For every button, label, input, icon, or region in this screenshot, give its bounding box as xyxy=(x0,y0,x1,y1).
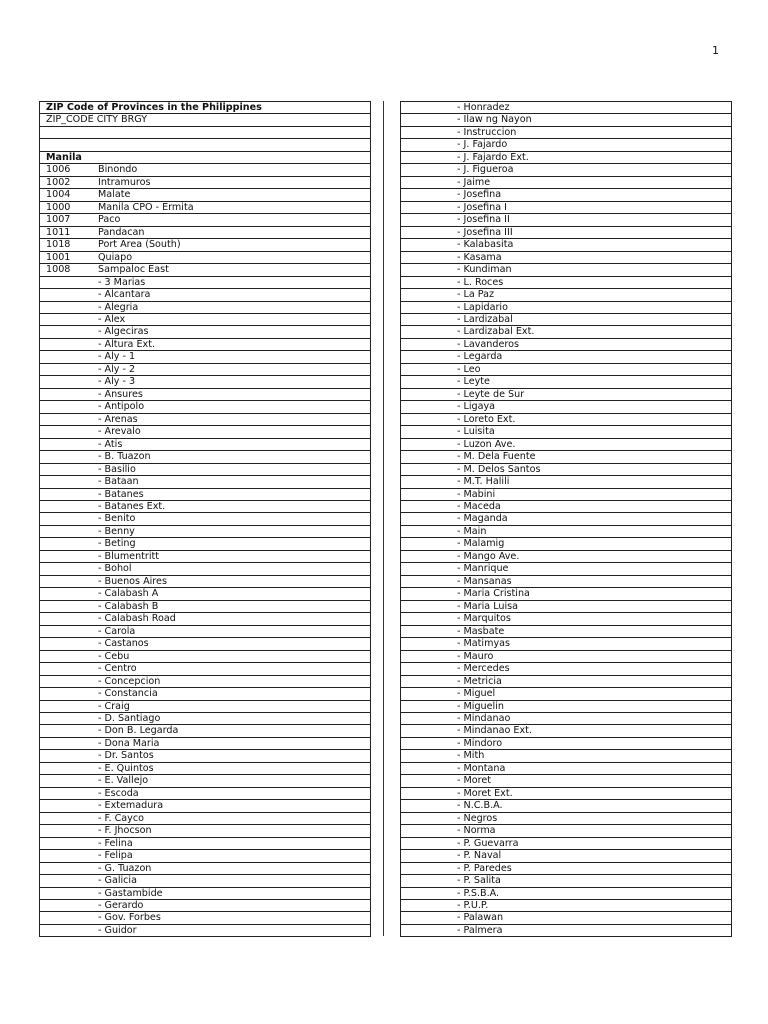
barangay-row xyxy=(401,152,731,164)
barangay-name: - P. Guevarra xyxy=(457,837,519,849)
zip-code: 1008 xyxy=(46,264,71,276)
barangay-name: - P.S.B.A. xyxy=(457,887,500,899)
barangay-name: - Atis xyxy=(98,438,123,450)
barangay-name: - Ilaw ng Nayon xyxy=(457,114,532,126)
barangay-row xyxy=(401,688,731,700)
barangay-row xyxy=(401,551,731,563)
barangay-name: - Mindanao xyxy=(457,712,511,724)
barangay-name: - Jaime xyxy=(457,176,491,188)
barangay-name: - Aly - 3 xyxy=(98,376,136,388)
barangay-row xyxy=(401,376,731,388)
barangay-row xyxy=(40,364,370,376)
barangay-name: - Calabash A xyxy=(98,588,159,600)
barangay-row xyxy=(401,850,731,862)
barangay-name: - Ansures xyxy=(98,388,143,400)
barangay-row xyxy=(40,339,370,351)
city-name: Sampaloc East xyxy=(98,264,169,276)
barangay-name: - Maceda xyxy=(457,501,501,512)
barangay-row xyxy=(401,414,731,426)
barangay-name: - Josefina xyxy=(457,189,502,201)
barangay-row xyxy=(40,676,370,688)
barangay-name: - Josefina I xyxy=(457,201,507,213)
barangay-name: - Mansanas xyxy=(457,575,512,587)
barangay-name: - Kalabasita xyxy=(457,239,514,251)
barangay-row xyxy=(401,563,731,575)
barangay-name: - Dona Maria xyxy=(98,737,160,749)
barangay-row xyxy=(401,638,731,650)
barangay-name: - Benny xyxy=(98,525,135,537)
barangay-row xyxy=(40,850,370,862)
barangay-name: - Bataan xyxy=(98,476,139,488)
zip-code-row xyxy=(40,202,370,214)
barangay-name: - Castanos xyxy=(98,638,149,650)
barangay-name: - Marquitos xyxy=(457,613,511,625)
barangay-row xyxy=(40,401,370,413)
zip-code: 1004 xyxy=(46,189,71,201)
barangay-name: - Miguel xyxy=(457,688,496,700)
barangay-row xyxy=(40,912,370,924)
barangay-name: - Arenas xyxy=(98,413,138,425)
city-name: Pandacan xyxy=(98,226,145,238)
zip-code: 1011 xyxy=(46,226,71,238)
barangay-row xyxy=(40,389,370,401)
barangay-row xyxy=(401,775,731,787)
barangay-name: - Mindoro xyxy=(457,737,503,749)
zip-code: 1002 xyxy=(46,176,71,188)
barangay-row xyxy=(401,202,731,214)
zip-code-table-right xyxy=(400,101,732,937)
barangay-name: - Felipa xyxy=(98,850,133,862)
zip-code: 1007 xyxy=(46,214,71,226)
barangay-name: - Negros xyxy=(457,812,498,824)
barangay-name: - Constancia xyxy=(98,688,158,700)
barangay-row xyxy=(401,888,731,900)
barangay-row xyxy=(401,750,731,762)
barangay-row xyxy=(401,127,731,139)
barangay-row xyxy=(401,339,731,351)
barangay-row xyxy=(40,900,370,912)
barangay-row xyxy=(401,676,731,688)
barangay-name: - Beting xyxy=(98,538,136,550)
barangay-name: - P. Paredes xyxy=(457,862,512,874)
city-name: Port Area (South) xyxy=(98,239,181,251)
barangay-row xyxy=(40,800,370,812)
barangay-name: - Lardizabal Ext. xyxy=(457,326,535,338)
barangay-row xyxy=(401,464,731,476)
barangay-name: - Benito xyxy=(98,513,136,525)
barangay-name: - Dr. Santos xyxy=(98,750,154,762)
barangay-row xyxy=(401,214,731,226)
table-header-row xyxy=(40,114,370,126)
barangay-row xyxy=(40,414,370,426)
barangay-row xyxy=(401,576,731,588)
barangay-name: - Galicia xyxy=(98,875,137,887)
barangay-name: - Miguelin xyxy=(457,700,504,712)
barangay-row xyxy=(40,513,370,525)
barangay-name: - Legarda xyxy=(457,351,503,363)
barangay-name: - Centro xyxy=(98,663,137,675)
barangay-name: - Arevalo xyxy=(98,426,141,438)
barangay-row xyxy=(40,464,370,476)
city-name: Intramuros xyxy=(98,176,151,188)
barangay-row xyxy=(401,252,731,264)
barangay-row xyxy=(401,114,731,126)
barangay-row xyxy=(40,738,370,750)
barangay-name: - Felina xyxy=(98,837,133,849)
barangay-name: - Leo xyxy=(457,363,481,375)
barangay-row xyxy=(401,538,731,550)
barangay-name: - G. Tuazon xyxy=(98,862,152,874)
barangay-row xyxy=(401,701,731,713)
barangay-row xyxy=(40,526,370,538)
barangay-name: - Luisita xyxy=(457,426,495,438)
barangay-row xyxy=(401,663,731,675)
barangay-name: - Bohol xyxy=(98,563,132,575)
barangay-row xyxy=(401,800,731,812)
barangay-row xyxy=(40,538,370,550)
barangay-row xyxy=(40,451,370,463)
region-row xyxy=(40,152,370,164)
barangay-row xyxy=(401,302,731,314)
barangay-row xyxy=(401,738,731,750)
barangay-name: - Calabash B xyxy=(98,600,159,612)
barangay-name: - Blumentritt xyxy=(98,550,160,562)
barangay-name: - Lapidario xyxy=(457,301,508,313)
barangay-row xyxy=(40,763,370,775)
city-name: Paco xyxy=(98,214,121,226)
barangay-row xyxy=(40,426,370,438)
barangay-row xyxy=(40,775,370,787)
barangay-name: - Calabash Road xyxy=(98,613,176,625)
barangay-name: - Kasama xyxy=(457,251,502,263)
barangay-name: - Carola xyxy=(98,625,136,637)
barangay-name: - Moret Ext. xyxy=(457,787,513,799)
barangay-name: - Palawan xyxy=(457,912,504,924)
barangay-name: - P. Salita xyxy=(457,875,501,887)
barangay-name: - Kundiman xyxy=(457,264,512,276)
barangay-row xyxy=(401,476,731,488)
barangay-name: - Maria Cristina xyxy=(457,588,530,600)
city-name: Quiapo xyxy=(98,251,133,263)
barangay-name: - Cebu xyxy=(98,650,130,662)
barangay-name: - M. Dela Fuente xyxy=(457,451,536,463)
barangay-name: - Josefina II xyxy=(457,214,510,226)
barangay-name: - Craig xyxy=(98,700,130,712)
barangay-name: - Maganda xyxy=(457,513,508,525)
table-header: ZIP_CODE CITY BRGY xyxy=(46,114,148,126)
barangay-row xyxy=(401,264,731,276)
barangay-name: - Malamig xyxy=(457,538,505,550)
barangay-name: - Ligaya xyxy=(457,401,496,413)
barangay-row xyxy=(401,489,731,501)
city-name: Binondo xyxy=(98,164,138,176)
barangay-name: - J. Figueroa xyxy=(457,164,514,176)
barangay-row xyxy=(401,813,731,825)
barangay-name: - Alcantara xyxy=(98,289,151,301)
zip-code-row xyxy=(40,252,370,264)
barangay-row xyxy=(401,912,731,924)
barangay-row xyxy=(401,439,731,451)
barangay-row xyxy=(40,626,370,638)
barangay-row xyxy=(40,613,370,625)
barangay-row xyxy=(40,576,370,588)
barangay-name: - Guidor xyxy=(98,924,137,936)
barangay-name: - Altura Ext. xyxy=(98,338,156,350)
barangay-name: - Palmera xyxy=(457,924,503,936)
barangay-row xyxy=(401,651,731,663)
barangay-row xyxy=(401,601,731,613)
barangay-row xyxy=(401,588,731,600)
column-divider xyxy=(383,101,384,936)
table-title: ZIP Code of Provinces in the Philippines xyxy=(46,102,262,113)
barangay-row xyxy=(40,326,370,338)
barangay-name: - F. Cayco xyxy=(98,812,144,824)
barangay-row xyxy=(401,364,731,376)
barangay-name: - L. Roces xyxy=(457,276,504,288)
barangay-row xyxy=(40,351,370,363)
barangay-name: - M.T. Halili xyxy=(457,476,510,488)
barangay-row xyxy=(401,788,731,800)
barangay-name: - Aly - 1 xyxy=(98,351,136,363)
zip-code-row xyxy=(40,177,370,189)
barangay-name: - Moret xyxy=(457,775,492,787)
barangay-row xyxy=(40,489,370,501)
zip-code-row xyxy=(40,164,370,176)
barangay-row xyxy=(40,439,370,451)
barangay-row xyxy=(401,501,731,513)
barangay-row xyxy=(40,476,370,488)
barangay-row xyxy=(401,139,731,151)
barangay-name: - Main xyxy=(457,525,487,537)
barangay-row xyxy=(401,825,731,837)
blank-row xyxy=(40,139,370,151)
barangay-name: - Mauro xyxy=(457,650,494,662)
city-name: Malate xyxy=(98,189,131,201)
barangay-row xyxy=(40,838,370,850)
zip-code-row xyxy=(40,214,370,226)
barangay-name: - N.C.B.A. xyxy=(457,800,503,812)
barangay-name: - Concepcion xyxy=(98,675,161,687)
barangay-row xyxy=(401,526,731,538)
barangay-name: - Honradez xyxy=(457,102,510,113)
zip-code-row xyxy=(40,227,370,239)
barangay-row xyxy=(40,688,370,700)
barangay-row xyxy=(401,401,731,413)
barangay-name: - Mercedes xyxy=(457,663,510,675)
barangay-row xyxy=(401,389,731,401)
barangay-row xyxy=(40,888,370,900)
barangay-row xyxy=(40,651,370,663)
barangay-name: - F. Jhocson xyxy=(98,825,152,837)
barangay-row xyxy=(40,302,370,314)
barangay-row xyxy=(401,314,731,326)
barangay-name: - Leyte de Sur xyxy=(457,388,525,400)
barangay-row xyxy=(40,588,370,600)
zip-code: 1018 xyxy=(46,239,71,251)
barangay-row xyxy=(401,177,731,189)
city-name: Manila CPO - Ermita xyxy=(98,201,194,213)
barangay-name: - Montana xyxy=(457,762,506,774)
barangay-row xyxy=(40,788,370,800)
barangay-name: - Mindanao Ext. xyxy=(457,725,532,737)
barangay-name: - M. Delos Santos xyxy=(457,463,541,475)
barangay-row xyxy=(401,239,731,251)
barangay-row xyxy=(401,227,731,239)
barangay-row xyxy=(401,925,731,937)
barangay-name: - Basilio xyxy=(98,463,136,475)
barangay-row xyxy=(401,838,731,850)
barangay-row xyxy=(40,701,370,713)
barangay-row xyxy=(40,875,370,887)
barangay-name: - Batanes Ext. xyxy=(98,501,166,512)
zip-code-row xyxy=(40,189,370,201)
barangay-row xyxy=(40,713,370,725)
barangay-row xyxy=(40,638,370,650)
barangay-name: - E. Vallejo xyxy=(98,775,149,787)
barangay-name: - P. Naval xyxy=(457,850,502,862)
barangay-name: - Josefina III xyxy=(457,226,513,238)
barangay-row xyxy=(401,626,731,638)
barangay-name: - Lavanderos xyxy=(457,338,519,350)
barangay-row xyxy=(401,725,731,737)
barangay-row xyxy=(40,663,370,675)
zip-code-row xyxy=(40,239,370,251)
barangay-name: - Algeciras xyxy=(98,326,149,338)
barangay-row xyxy=(40,863,370,875)
barangay-name: - Antipolo xyxy=(98,401,145,413)
barangay-row xyxy=(401,713,731,725)
barangay-row xyxy=(401,451,731,463)
barangay-name: - Gastambide xyxy=(98,887,163,899)
barangay-row xyxy=(40,551,370,563)
page-number: 1 xyxy=(712,44,719,57)
barangay-name: - P.U.P. xyxy=(457,900,489,911)
zip-code-table-left xyxy=(39,101,371,937)
barangay-row xyxy=(40,314,370,326)
barangay-name: - Luzon Ave. xyxy=(457,438,516,450)
barangay-name: - Maria Luisa xyxy=(457,600,519,612)
barangay-name: - Extemadura xyxy=(98,800,164,812)
barangay-name: - La Paz xyxy=(457,289,495,301)
barangay-row xyxy=(401,900,731,912)
barangay-name: - 3 Marias xyxy=(98,276,146,288)
barangay-name: - Instruccion xyxy=(457,126,517,138)
barangay-row xyxy=(401,513,731,525)
barangay-row xyxy=(401,289,731,301)
barangay-name: - J. Fajardo xyxy=(457,139,508,151)
barangay-name: - Alex xyxy=(98,313,126,325)
zip-code: 1001 xyxy=(46,251,71,263)
zip-code: 1006 xyxy=(46,164,71,176)
barangay-name: - Mango Ave. xyxy=(457,550,520,562)
barangay-row xyxy=(40,289,370,301)
barangay-name: - Batanes xyxy=(98,488,144,500)
table-title-row xyxy=(40,102,370,114)
barangay-row xyxy=(40,813,370,825)
blank-row xyxy=(40,127,370,139)
barangay-name: - Matimyas xyxy=(457,638,510,650)
barangay-row xyxy=(40,925,370,937)
barangay-name: - Escoda xyxy=(98,787,139,799)
barangay-name: - Gov. Forbes xyxy=(98,912,161,924)
barangay-row xyxy=(40,277,370,289)
barangay-name: - Alegria xyxy=(98,301,139,313)
barangay-row xyxy=(40,725,370,737)
zip-code: 1000 xyxy=(46,201,71,213)
barangay-row xyxy=(401,102,731,114)
barangay-name: - J. Fajardo Ext. xyxy=(457,151,529,163)
barangay-name: - E. Quintos xyxy=(98,762,154,774)
barangay-row xyxy=(401,763,731,775)
region-label: Manila xyxy=(46,151,82,163)
barangay-row xyxy=(401,613,731,625)
barangay-name: - B. Tuazon xyxy=(98,451,151,463)
barangay-name: - Loreto Ext. xyxy=(457,413,516,425)
barangay-name: - Norma xyxy=(457,825,496,837)
zip-code-row xyxy=(40,264,370,276)
barangay-row xyxy=(401,189,731,201)
barangay-name: - Lardizabal xyxy=(457,313,513,325)
barangay-row xyxy=(401,351,731,363)
barangay-name: - Aly - 2 xyxy=(98,363,136,375)
barangay-name: - D. Santiago xyxy=(98,712,161,724)
barangay-row xyxy=(401,875,731,887)
barangay-name: - Gerardo xyxy=(98,900,144,911)
barangay-row xyxy=(401,326,731,338)
barangay-name: - Masbate xyxy=(457,625,505,637)
barangay-row xyxy=(40,750,370,762)
barangay-name: - Don B. Legarda xyxy=(98,725,179,737)
barangay-name: - Mith xyxy=(457,750,485,762)
barangay-name: - Leyte xyxy=(457,376,490,388)
barangay-row xyxy=(401,863,731,875)
barangay-row xyxy=(40,376,370,388)
barangay-name: - Manrique xyxy=(457,563,509,575)
barangay-name: - Buenos Aires xyxy=(98,575,167,587)
barangay-row xyxy=(40,825,370,837)
barangay-row xyxy=(40,563,370,575)
barangay-row xyxy=(401,426,731,438)
barangay-row xyxy=(40,501,370,513)
barangay-name: - Mabini xyxy=(457,488,496,500)
barangay-row xyxy=(401,277,731,289)
barangay-name: - Metricia xyxy=(457,675,502,687)
barangay-row xyxy=(40,601,370,613)
barangay-row xyxy=(401,164,731,176)
